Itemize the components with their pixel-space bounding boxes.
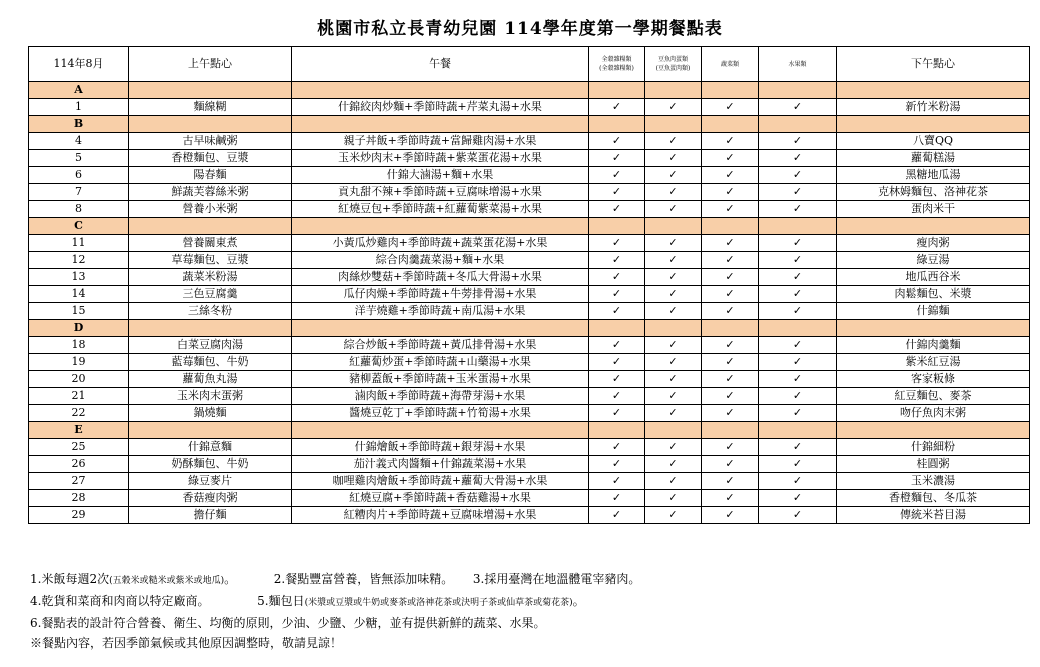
- day-cell: 1: [29, 99, 129, 116]
- week-fill-cell: [837, 116, 1030, 133]
- protein-check: ✓: [645, 184, 702, 201]
- day-cell: 19: [29, 354, 129, 371]
- fruit-check: ✓: [759, 371, 837, 388]
- week-fill-cell: [702, 218, 759, 235]
- note-5: 5.麵包日: [257, 594, 305, 608]
- afternoon-snack-cell: 克林姆麵包、洛神花茶: [837, 184, 1030, 201]
- grain-check: ✓: [589, 439, 645, 456]
- week-label: A: [29, 82, 129, 99]
- table-row: [29, 337, 1030, 354]
- week-fill-cell: [129, 82, 292, 99]
- note-4: 4.乾貨和菜商和肉商以特定廠商。: [30, 594, 210, 608]
- morning-snack-cell: 蘿蔔魚丸湯: [129, 371, 292, 388]
- morning-snack-cell: 營養關東煮: [129, 235, 292, 252]
- fruit-check: ✓: [759, 150, 837, 167]
- day-cell: 12: [29, 252, 129, 269]
- table-row: [29, 201, 1030, 218]
- lunch-cell: 豬柳蓋飯+季節時蔬+玉米蛋湯+水果: [292, 371, 589, 388]
- menu-body: [29, 82, 1030, 524]
- fruit-check: ✓: [759, 252, 837, 269]
- afternoon-snack-cell: 紅豆麵包、麥茶: [837, 388, 1030, 405]
- grain-check: ✓: [589, 235, 645, 252]
- week-fill-cell: [837, 218, 1030, 235]
- week-row: [29, 218, 1030, 235]
- day-cell: 11: [29, 235, 129, 252]
- grain-check: ✓: [589, 303, 645, 320]
- note-6: 6.餐點表的設計符合營養、衛生、均衡的原則，少油、少鹽、少糖，並有提供新鮮的蔬菜、水果。: [30, 616, 546, 630]
- day-cell: 13: [29, 269, 129, 286]
- fruit-check: ✓: [759, 388, 837, 405]
- morning-snack-cell: 麵線糊: [129, 99, 292, 116]
- veg-check: ✓: [702, 456, 759, 473]
- afternoon-snack-cell: 地瓜西谷米: [837, 269, 1030, 286]
- morning-snack-cell: 蔬菜米粉湯: [129, 269, 292, 286]
- grain-check: ✓: [589, 150, 645, 167]
- header-grain: [589, 47, 645, 82]
- day-cell: 6: [29, 167, 129, 184]
- grain-check: ✓: [589, 269, 645, 286]
- grain-check: ✓: [589, 354, 645, 371]
- protein-check: ✓: [645, 490, 702, 507]
- table-row: [29, 507, 1030, 524]
- day-cell: 29: [29, 507, 129, 524]
- veg-check: ✓: [702, 303, 759, 320]
- table-row: [29, 405, 1030, 422]
- header-protein: [645, 47, 702, 82]
- afternoon-snack-cell: 什錦肉羹麵: [837, 337, 1030, 354]
- week-fill-cell: [589, 116, 645, 133]
- week-fill-cell: [129, 116, 292, 133]
- table-row: [29, 303, 1030, 320]
- week-fill-cell: [645, 422, 702, 439]
- fruit-check: ✓: [759, 99, 837, 116]
- day-cell: 15: [29, 303, 129, 320]
- note-3: 3.採用臺灣在地溫體電宰豬肉。: [472, 572, 641, 586]
- header-grain-line1: 全穀雜糧類: [601, 56, 632, 63]
- header-protein-line1: 豆魚肉蛋類: [657, 56, 688, 63]
- grain-check: ✓: [589, 490, 645, 507]
- afternoon-snack-cell: 肉鬆麵包、米漿: [837, 286, 1030, 303]
- lunch-cell: 綜合肉羹蔬菜湯+麵+水果: [292, 252, 589, 269]
- grain-check: ✓: [589, 167, 645, 184]
- header-morning: 上午點心: [129, 47, 292, 82]
- table-row: [29, 286, 1030, 303]
- week-fill-cell: [645, 116, 702, 133]
- week-label: E: [29, 422, 129, 439]
- day-cell: 28: [29, 490, 129, 507]
- day-cell: 18: [29, 337, 129, 354]
- grain-check: ✓: [589, 388, 645, 405]
- week-fill-cell: [702, 116, 759, 133]
- veg-check: ✓: [702, 286, 759, 303]
- afternoon-snack-cell: 新竹米粉湯: [837, 99, 1030, 116]
- page-title: 桃園市私立長青幼兒園 114學年度第一學期餐點表: [317, 19, 723, 39]
- header-afternoon: 下午點心: [837, 47, 1030, 82]
- lunch-cell: 什錦燴飯+季節時蔬+銀芽湯+水果: [292, 439, 589, 456]
- header-fruit: 水果類: [759, 47, 837, 82]
- note-1-detail: (五穀米或糙米或紫米或地瓜): [109, 576, 225, 586]
- afternoon-snack-cell: 紫米紅豆湯: [837, 354, 1030, 371]
- protein-check: ✓: [645, 456, 702, 473]
- table-row: [29, 167, 1030, 184]
- veg-check: ✓: [702, 507, 759, 524]
- week-fill-cell: [129, 218, 292, 235]
- note-1: 1.米飯每週2次: [30, 572, 110, 586]
- protein-check: ✓: [645, 371, 702, 388]
- protein-check: ✓: [645, 269, 702, 286]
- lunch-cell: 瓜仔肉燥+季節時蔬+牛蒡排骨湯+水果: [292, 286, 589, 303]
- grain-check: ✓: [589, 405, 645, 422]
- lunch-cell: 咖哩雞肉燴飯+季節時蔬+蘿蔔大骨湯+水果: [292, 473, 589, 490]
- veg-check: ✓: [702, 473, 759, 490]
- lunch-cell: 滷肉飯+季節時蔬+海帶芽湯+水果: [292, 388, 589, 405]
- table-row: [29, 184, 1030, 201]
- week-fill-cell: [837, 82, 1030, 99]
- fruit-check: ✓: [759, 507, 837, 524]
- lunch-cell: 紅燒豆包+季節時蔬+紅蘿蔔紫菜湯+水果: [292, 201, 589, 218]
- protein-check: ✓: [645, 99, 702, 116]
- lunch-cell: 紅蘿蔔炒蛋+季節時蔬+山藥湯+水果: [292, 354, 589, 371]
- protein-check: ✓: [645, 133, 702, 150]
- notes-line-1: [30, 569, 1030, 591]
- veg-check: ✓: [702, 167, 759, 184]
- fruit-check: ✓: [759, 184, 837, 201]
- week-label: B: [29, 116, 129, 133]
- week-row: [29, 422, 1030, 439]
- notes: [30, 569, 1030, 653]
- table-row: [29, 388, 1030, 405]
- protein-check: ✓: [645, 150, 702, 167]
- veg-check: ✓: [702, 388, 759, 405]
- afternoon-snack-cell: 八寶QQ: [837, 133, 1030, 150]
- table-row: [29, 99, 1030, 116]
- fruit-check: ✓: [759, 133, 837, 150]
- header-month: 114年8月: [29, 47, 129, 82]
- protein-check: ✓: [645, 507, 702, 524]
- veg-check: ✓: [702, 133, 759, 150]
- afternoon-snack-cell: 什錦麵: [837, 303, 1030, 320]
- week-fill-cell: [702, 320, 759, 337]
- note-5-detail: (米漿或豆漿或牛奶或麥茶或洛神花茶或決明子茶或仙草茶或菊花茶): [304, 598, 573, 608]
- note-5-end: 。: [572, 594, 585, 608]
- grain-check: ✓: [589, 456, 645, 473]
- fruit-check: ✓: [759, 490, 837, 507]
- afternoon-snack-cell: 傳統米苔目湯: [837, 507, 1030, 524]
- note-2: 2.餐點豐富營養，皆無添加味精。: [273, 572, 454, 586]
- morning-snack-cell: 香橙麵包、豆漿: [129, 150, 292, 167]
- day-cell: 4: [29, 133, 129, 150]
- veg-check: ✓: [702, 201, 759, 218]
- lunch-cell: 什錦絞肉炒麵+季節時蔬+芹菜丸湯+水果: [292, 99, 589, 116]
- table-row: [29, 371, 1030, 388]
- day-cell: 25: [29, 439, 129, 456]
- header-grain-line2: (全穀雜糧類): [599, 65, 634, 72]
- fruit-check: ✓: [759, 405, 837, 422]
- protein-check: ✓: [645, 473, 702, 490]
- lunch-cell: 洋芋燒雞+季節時蔬+南瓜湯+水果: [292, 303, 589, 320]
- day-cell: 21: [29, 388, 129, 405]
- afternoon-snack-cell: 瘦肉粥: [837, 235, 1030, 252]
- fruit-check: ✓: [759, 439, 837, 456]
- week-fill-cell: [589, 320, 645, 337]
- afternoon-snack-cell: 蘿蔔糕湯: [837, 150, 1030, 167]
- week-fill-cell: [645, 320, 702, 337]
- week-fill-cell: [129, 320, 292, 337]
- morning-snack-cell: 擔仔麵: [129, 507, 292, 524]
- day-cell: 7: [29, 184, 129, 201]
- header-lunch: 午餐: [292, 47, 589, 82]
- week-fill-cell: [292, 82, 589, 99]
- protein-check: ✓: [645, 235, 702, 252]
- table-row: [29, 235, 1030, 252]
- fruit-check: ✓: [759, 235, 837, 252]
- afternoon-snack-cell: 什錦細粉: [837, 439, 1030, 456]
- afternoon-snack-cell: 綠豆湯: [837, 252, 1030, 269]
- week-fill-cell: [759, 82, 837, 99]
- table-row: [29, 150, 1030, 167]
- protein-check: ✓: [645, 439, 702, 456]
- week-fill-cell: [759, 422, 837, 439]
- week-fill-cell: [645, 82, 702, 99]
- morning-snack-cell: 香菇瘦肉粥: [129, 490, 292, 507]
- fruit-check: ✓: [759, 337, 837, 354]
- morning-snack-cell: 古早味鹹粥: [129, 133, 292, 150]
- fruit-check: ✓: [759, 286, 837, 303]
- table-row: [29, 133, 1030, 150]
- table-row: [29, 439, 1030, 456]
- fruit-check: ✓: [759, 473, 837, 490]
- week-fill-cell: [589, 82, 645, 99]
- morning-snack-cell: 草莓麵包、豆漿: [129, 252, 292, 269]
- morning-snack-cell: 藍莓麵包、牛奶: [129, 354, 292, 371]
- menu-table: [28, 46, 1030, 524]
- protein-check: ✓: [645, 201, 702, 218]
- day-cell: 26: [29, 456, 129, 473]
- week-fill-cell: [702, 82, 759, 99]
- lunch-cell: 醬燒豆乾丁+季節時蔬+竹筍湯+水果: [292, 405, 589, 422]
- veg-check: ✓: [702, 490, 759, 507]
- afternoon-snack-cell: 桂圓粥: [837, 456, 1030, 473]
- afternoon-snack-cell: 玉米濃湯: [837, 473, 1030, 490]
- lunch-cell: 紅燒豆腐+季節時蔬+香菇雞湯+水果: [292, 490, 589, 507]
- protein-check: ✓: [645, 167, 702, 184]
- afternoon-snack-cell: 客家粄條: [837, 371, 1030, 388]
- day-cell: 22: [29, 405, 129, 422]
- fruit-check: ✓: [759, 201, 837, 218]
- week-fill-cell: [837, 422, 1030, 439]
- week-row: [29, 320, 1030, 337]
- grain-check: ✓: [589, 286, 645, 303]
- fruit-check: ✓: [759, 303, 837, 320]
- week-fill-cell: [129, 422, 292, 439]
- protein-check: ✓: [645, 405, 702, 422]
- afternoon-snack-cell: 吻仔魚肉末粥: [837, 405, 1030, 422]
- veg-check: ✓: [702, 337, 759, 354]
- week-row: [29, 82, 1030, 99]
- lunch-cell: 茄汁義式肉醬麵+什錦蔬菜湯+水果: [292, 456, 589, 473]
- veg-check: ✓: [702, 150, 759, 167]
- week-label: C: [29, 218, 129, 235]
- lunch-cell: 綜合炒飯+季節時蔬+黃瓜排骨湯+水果: [292, 337, 589, 354]
- week-fill-cell: [837, 320, 1030, 337]
- morning-snack-cell: 陽春麵: [129, 167, 292, 184]
- protein-check: ✓: [645, 286, 702, 303]
- veg-check: ✓: [702, 354, 759, 371]
- week-fill-cell: [292, 320, 589, 337]
- week-fill-cell: [759, 218, 837, 235]
- grain-check: ✓: [589, 507, 645, 524]
- afternoon-snack-cell: 香橙麵包、冬瓜茶: [837, 490, 1030, 507]
- week-fill-cell: [292, 116, 589, 133]
- morning-snack-cell: 三色豆腐羹: [129, 286, 292, 303]
- lunch-cell: 紅糟肉片+季節時蔬+豆腐味增湯+水果: [292, 507, 589, 524]
- day-cell: 14: [29, 286, 129, 303]
- table-row: [29, 456, 1030, 473]
- afternoon-snack-cell: 蛋肉米干: [837, 201, 1030, 218]
- grain-check: ✓: [589, 252, 645, 269]
- fruit-check: ✓: [759, 456, 837, 473]
- morning-snack-cell: 鮮蔬芙蓉絲米粥: [129, 184, 292, 201]
- week-fill-cell: [702, 422, 759, 439]
- week-fill-cell: [589, 218, 645, 235]
- grain-check: ✓: [589, 201, 645, 218]
- week-fill-cell: [759, 320, 837, 337]
- note-1-end: 。: [224, 572, 237, 586]
- grain-check: ✓: [589, 473, 645, 490]
- fruit-check: ✓: [759, 269, 837, 286]
- veg-check: ✓: [702, 235, 759, 252]
- header-veg: 蔬菜類: [702, 47, 759, 82]
- table-row: [29, 252, 1030, 269]
- day-cell: 5: [29, 150, 129, 167]
- grain-check: ✓: [589, 371, 645, 388]
- veg-check: ✓: [702, 371, 759, 388]
- protein-check: ✓: [645, 388, 702, 405]
- grain-check: ✓: [589, 184, 645, 201]
- note-7: ※餐點內容，若因季節氣候或其他原因調整時，敬請見諒！: [30, 636, 343, 650]
- morning-snack-cell: 三絲冬粉: [129, 303, 292, 320]
- grain-check: ✓: [589, 133, 645, 150]
- lunch-cell: 玉米炒肉末+季節時蔬+紫菜蛋花湯+水果: [292, 150, 589, 167]
- table-row: [29, 269, 1030, 286]
- week-fill-cell: [589, 422, 645, 439]
- lunch-cell: 小黃瓜炒雞肉+季節時蔬+蔬菜蛋花湯+水果: [292, 235, 589, 252]
- morning-snack-cell: 什錦意麵: [129, 439, 292, 456]
- grain-check: ✓: [589, 337, 645, 354]
- week-fill-cell: [645, 218, 702, 235]
- morning-snack-cell: 玉米肉末蛋粥: [129, 388, 292, 405]
- veg-check: ✓: [702, 439, 759, 456]
- fruit-check: ✓: [759, 354, 837, 371]
- protein-check: ✓: [645, 354, 702, 371]
- lunch-cell: 貢丸甜不辣+季節時蔬+豆腐味增湯+水果: [292, 184, 589, 201]
- header-row: [29, 47, 1030, 82]
- veg-check: ✓: [702, 405, 759, 422]
- veg-check: ✓: [702, 99, 759, 116]
- protein-check: ✓: [645, 337, 702, 354]
- protein-check: ✓: [645, 252, 702, 269]
- notes-line-2: [30, 591, 1030, 613]
- header-protein-line2: (豆魚蛋肉類): [655, 65, 691, 72]
- lunch-cell: 肉絲炒雙菇+季節時蔬+冬瓜大骨湯+水果: [292, 269, 589, 286]
- week-row: [29, 116, 1030, 133]
- day-cell: 8: [29, 201, 129, 218]
- veg-check: ✓: [702, 269, 759, 286]
- week-fill-cell: [292, 218, 589, 235]
- morning-snack-cell: 白菜豆腐肉湯: [129, 337, 292, 354]
- table-row: [29, 473, 1030, 490]
- lunch-cell: 親子丼飯+季節時蔬+當歸雞肉湯+水果: [292, 133, 589, 150]
- protein-check: ✓: [645, 303, 702, 320]
- table-row: [29, 354, 1030, 371]
- morning-snack-cell: 綠豆麥片: [129, 473, 292, 490]
- week-label: D: [29, 320, 129, 337]
- afternoon-snack-cell: 黑糖地瓜湯: [837, 167, 1030, 184]
- table-row: [29, 490, 1030, 507]
- day-cell: 20: [29, 371, 129, 388]
- morning-snack-cell: 奶酥麵包、牛奶: [129, 456, 292, 473]
- lunch-cell: 什錦大滷湯+麵+水果: [292, 167, 589, 184]
- week-fill-cell: [292, 422, 589, 439]
- veg-check: ✓: [702, 252, 759, 269]
- grain-check: ✓: [589, 99, 645, 116]
- morning-snack-cell: 營養小米粥: [129, 201, 292, 218]
- veg-check: ✓: [702, 184, 759, 201]
- fruit-check: ✓: [759, 167, 837, 184]
- week-fill-cell: [759, 116, 837, 133]
- day-cell: 27: [29, 473, 129, 490]
- morning-snack-cell: 鍋燒麵: [129, 405, 292, 422]
